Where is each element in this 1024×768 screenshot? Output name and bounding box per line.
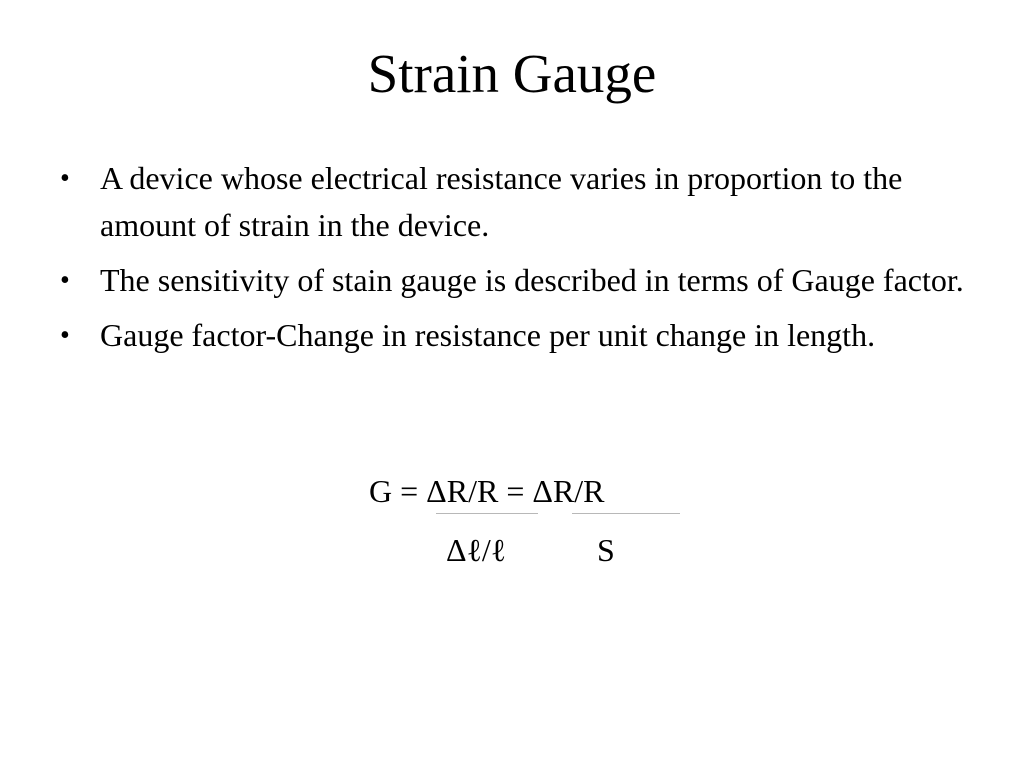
bullet-text: A device whose electrical resistance varies in proportion to the amount of strain in the device. bbox=[100, 160, 903, 243]
formula-numerator-line: G = ΔR/R = ΔR/R bbox=[369, 473, 605, 509]
bullet-dot-icon: • bbox=[60, 163, 70, 194]
fraction-bar bbox=[436, 513, 538, 514]
bullet-text: Gauge factor-Change in resistance per unit change in length. bbox=[100, 317, 876, 353]
bullet-text: The sensitivity of stain gauge is described in terms of Gauge factor. bbox=[100, 262, 964, 298]
formula-denominator-strain: Δℓ/ℓ bbox=[446, 532, 507, 568]
bullet-dot-icon: • bbox=[60, 320, 70, 351]
slide-title: Strain Gauge bbox=[367, 43, 657, 104]
bullet-dot-icon: • bbox=[60, 265, 70, 296]
formula-denominator-s: S bbox=[597, 532, 615, 568]
fraction-bar bbox=[572, 513, 680, 514]
